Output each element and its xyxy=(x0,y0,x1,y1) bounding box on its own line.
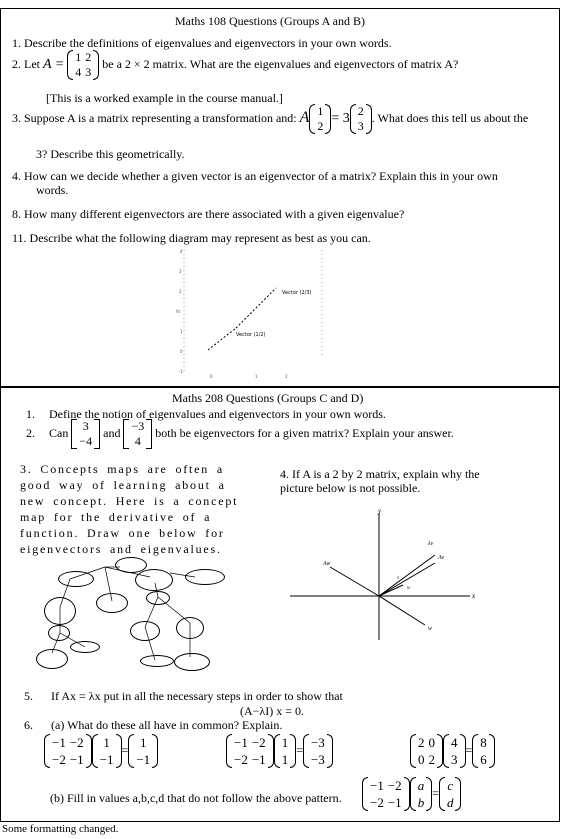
q1-208: 1. Define the notion of eigenvalues and eigenvectors in your own words. xyxy=(26,407,386,421)
q2-108: 2. Let A = 1 2 4 3 be a 2 × 2 matrix. What are the eigenvalues and eigenvectors of matrix A? xyxy=(12,50,459,79)
q4-208: 4. If A is a 2 by 2 matrix, explain why the picture below is not possible. xyxy=(280,467,480,495)
concept-node xyxy=(185,569,225,585)
concept-node xyxy=(58,571,94,587)
svg-text:2: 2 xyxy=(179,289,182,294)
section-108-title: Maths 108 Questions (Groups A and B) xyxy=(175,14,365,28)
q5-equation: (A−λI) x = 0. xyxy=(240,704,305,718)
q3-208: 3. Concepts maps are often a good way of learning about a new concept. Here is a concept map for the derivative of a function. Draw one below for eigenvectors and eigenvalues. xyxy=(20,462,239,556)
av-label: Av xyxy=(438,555,444,561)
concept-node xyxy=(44,597,76,625)
lambda-v-label: λv xyxy=(428,541,434,547)
svg-text:0: 0 xyxy=(210,374,213,379)
svg-text:1: 1 xyxy=(255,374,258,379)
v-label: v xyxy=(397,576,400,581)
svg-text:1: 1 xyxy=(180,329,183,334)
q5-208: 5. If Ax = λx put in all the necessary steps in order to show that xyxy=(24,689,343,703)
vector-label-upper: Vector (2/3) xyxy=(282,290,312,296)
concept-node xyxy=(48,625,70,641)
q3-108: 3. Suppose A is a matrix representing a transformation and: A 1 2 = 3 2 3 . What does this tell us about the xyxy=(12,104,529,133)
footer-note: Some formatting changed. xyxy=(2,823,119,835)
q6-208: 6. (a) What do these all have in common? Explain. xyxy=(24,718,283,732)
q2-note: [This is a worked example in the course manual.] xyxy=(46,91,283,105)
x-axis-label: x xyxy=(472,592,476,600)
svg-text:-1: -1 xyxy=(179,369,183,374)
section-208-title: Maths 208 Questions (Groups C and D) xyxy=(172,391,364,405)
y-axis-label: y xyxy=(378,507,382,515)
q3-line2: 3? Describe this geometrically. xyxy=(36,147,185,161)
q6-example-1: −1 −2 −2 −1 1 −1 = 1 −1 xyxy=(44,734,158,768)
q6-example-3: 2 0 0 2 4 3 = 8 6 xyxy=(410,734,495,768)
q4-108-line1: 4. How can we decide whether a given vector is an eigenvector of a matrix? Explain this in your own xyxy=(12,169,498,183)
matrix-A: 1 2 4 3 xyxy=(67,50,99,80)
concept-node xyxy=(70,641,100,653)
q4-108-line2: words. xyxy=(36,183,69,197)
aw-label: Aw xyxy=(323,561,331,567)
svg-text:4: 4 xyxy=(180,249,183,254)
q6b-equation: −1 −2 −2 −1 a b = c d xyxy=(362,777,461,811)
q8-108: 8. How many different eigenvectors are there associated with a given eigenvalue? xyxy=(12,207,405,221)
w-label: w xyxy=(428,626,433,632)
concept-node xyxy=(146,591,170,605)
concept-map xyxy=(30,555,240,675)
concept-node xyxy=(140,655,174,667)
concept-node xyxy=(96,593,128,613)
q1-108: 1. Describe the definitions of eigenvalues and eigenvectors in your own words. xyxy=(12,36,392,50)
concept-node xyxy=(174,653,210,671)
w-small-label: w xyxy=(407,586,411,591)
q6-example-2: −1 −2 −2 −1 1 1 = −3 −3 xyxy=(226,734,333,768)
concept-node xyxy=(176,617,204,639)
svg-text:ht: ht xyxy=(176,309,181,314)
concept-node xyxy=(135,569,173,591)
q2-208: 2. Can 3 −4 and −3 4 both be eigenvectors for a given matrix? Explain your answer. xyxy=(26,419,454,448)
vector-label-lower: Vector (1/2) xyxy=(236,332,266,338)
impossible-vectors-diagram xyxy=(285,505,485,645)
q6b-208: (b) Fill in values a,b,c,d that do not follow the above pattern. xyxy=(50,791,342,805)
concept-node xyxy=(130,621,160,641)
svg-text:3: 3 xyxy=(179,269,182,274)
svg-text:2: 2 xyxy=(285,374,288,379)
q11-108: 11. Describe what the following diagram may represent as best as you can. xyxy=(12,231,371,245)
concept-node xyxy=(36,649,68,669)
svg-text:0: 0 xyxy=(180,349,183,354)
eigen-vector-diagram xyxy=(170,248,340,383)
